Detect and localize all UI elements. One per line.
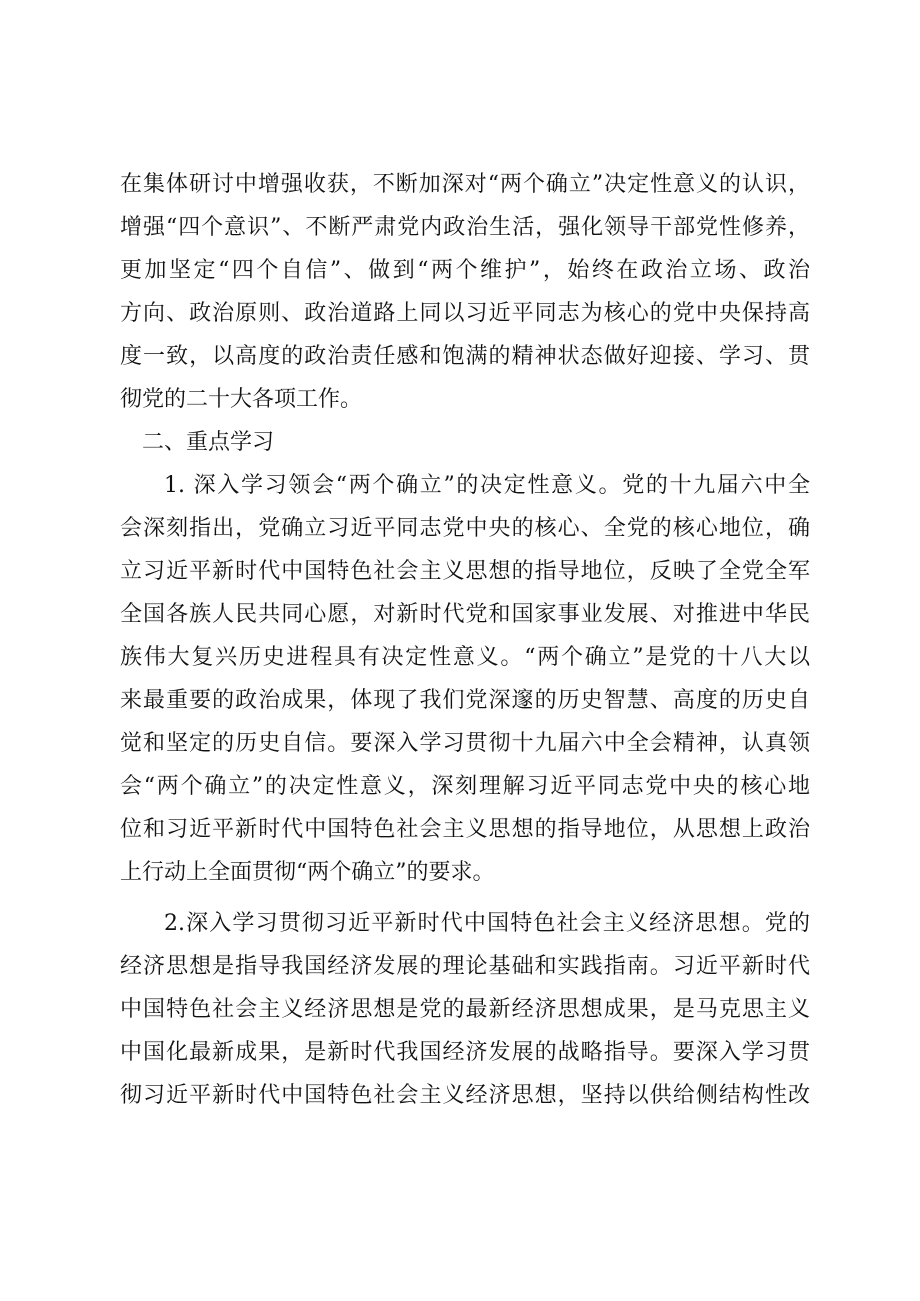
text-line: 1. 深入学习领会“两个确立”的决定性意义。党的十九届六中全 <box>164 473 810 498</box>
text-line: 更加坚定“四个自信”、做到“两个维护”，始终在政治立场、政治 <box>120 258 810 283</box>
text-line: 立习近平新时代中国特色社会主义思想的指导地位，反映了全党全军 <box>120 559 810 584</box>
text-line: 度一致，以高度的政治责任感和饱满的精神状态做好迎接、学习、贯 <box>120 344 810 369</box>
text-line: 中国特色社会主义经济思想是党的最新经济思想成果，是马克思主义 <box>120 997 810 1022</box>
document-body <box>120 163 810 1117</box>
text-line: 位和习近平新时代中国特色社会主义思想的指导地位，从思想上政治 <box>120 817 810 842</box>
text-line: 方向、政治原则、政治道路上同以习近平同志为核心的党中央保持高 <box>120 301 810 326</box>
text-line: 来最重要的政治成果，体现了我们党深邃的历史智慧、高度的历史自 <box>120 688 810 713</box>
text-line: 经济思想是指导我国经济发展的理论基础和实践指南。习近平新时代 <box>120 954 810 979</box>
paragraph-point-2 <box>120 902 810 1117</box>
text-line: 中国化最新成果，是新时代我国经济发展的战略指导。要深入学习贯 <box>120 1040 810 1065</box>
text-line: 会深刻指出，党确立习近平同志党中央的核心、全党的核心地位，确 <box>120 516 810 541</box>
text-line: 2.深入学习贯彻习近平新时代中国特色社会主义经济思想。党的 <box>164 911 810 936</box>
text-line: 上行动上全面贯彻“两个确立”的要求。 <box>120 860 495 885</box>
text-line: 增强“四个意识”、不断严肃党内政治生活，强化领导干部党性修养， <box>120 215 810 240</box>
paragraph-point-1 <box>120 464 810 894</box>
paragraph-gap <box>120 894 810 902</box>
text-line: 全国各族人民共同心愿，对新时代党和国家事业发展、对推进中华民 <box>120 602 810 627</box>
section-heading: 二、重点学习 <box>142 430 275 455</box>
text-line: 在集体研讨中增强收获，不断加深对“两个确立”决定性意义的认识， <box>120 172 810 197</box>
paragraph-intro-continued <box>120 163 810 421</box>
text-line: 彻习近平新时代中国特色社会主义经济思想，坚持以供给侧结构性改 <box>120 1083 810 1108</box>
text-line: 会“两个确立”的决定性意义，深刻理解习近平同志党中央的核心地 <box>120 774 810 799</box>
text-line: 觉和坚定的历史自信。要深入学习贯彻十九届六中全会精神，认真领 <box>120 731 810 756</box>
text-line: 族伟大复兴历史进程具有决定性意义。“两个确立”是党的十八大以 <box>120 645 810 670</box>
text-line: 彻党的二十大各项工作。 <box>120 387 363 412</box>
